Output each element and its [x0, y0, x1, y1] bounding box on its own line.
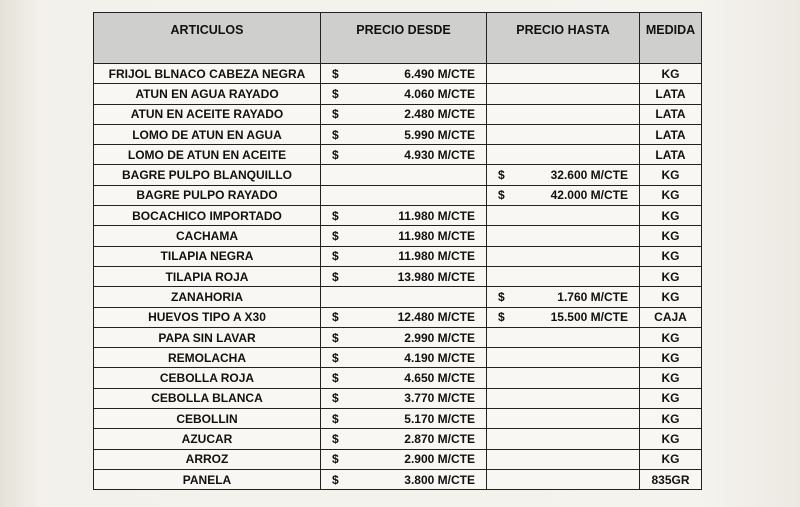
cell-medida: KG: [640, 246, 702, 266]
price-amount: 4.060 M/CTE: [404, 86, 475, 101]
currency-symbol: $: [332, 147, 339, 162]
table-row: [94, 287, 702, 307]
cell-precio-hasta: [487, 124, 640, 144]
cell-precio-hasta: [487, 388, 640, 408]
table-row: [94, 348, 702, 368]
price-amount: 13.980 M/CTE: [397, 269, 475, 284]
cell-precio-hasta: [487, 307, 640, 327]
cell-articulo: ARROZ: [94, 449, 321, 469]
price-amount: 2.990 M/CTE: [404, 330, 475, 345]
table-row: [94, 145, 702, 165]
cell-articulo: CEBOLLA ROJA: [94, 368, 321, 388]
cell-medida: KG: [640, 429, 702, 449]
table-row: [94, 368, 702, 388]
cell-medida: KG: [640, 165, 702, 185]
cell-medida: CAJA: [640, 307, 702, 327]
cell-medida: KG: [640, 226, 702, 246]
cell-medida: KG: [640, 368, 702, 388]
price-amount: 4.650 M/CTE: [404, 371, 475, 386]
cell-precio-hasta: [487, 266, 640, 286]
cell-precio-hasta: [487, 145, 640, 165]
table-row: [94, 246, 702, 266]
table-row: [94, 206, 702, 226]
table-row: [94, 84, 702, 104]
table-body: [94, 64, 702, 490]
currency-symbol: $: [332, 269, 339, 284]
currency-symbol: $: [332, 431, 339, 446]
price-amount: 2.480 M/CTE: [404, 107, 475, 122]
cell-precio-desde: [321, 368, 487, 388]
cell-precio-hasta: [487, 84, 640, 104]
cell-precio-hasta: [487, 165, 640, 185]
table-row: [94, 469, 702, 489]
cell-medida: LATA: [640, 145, 702, 165]
cell-precio-desde: [321, 145, 487, 165]
price-amount: 3.800 M/CTE: [404, 472, 475, 487]
table-row: [94, 307, 702, 327]
cell-precio-desde: [321, 64, 487, 84]
cell-precio-hasta: [487, 368, 640, 388]
price-amount: 6.490 M/CTE: [404, 66, 475, 81]
currency-symbol: $: [332, 330, 339, 345]
currency-symbol: $: [332, 249, 339, 264]
table-row: [94, 429, 702, 449]
header-precio-hasta: PRECIO HASTA: [487, 13, 640, 64]
cell-medida: KG: [640, 449, 702, 469]
price-table: [93, 12, 702, 490]
cell-precio-desde: [321, 206, 487, 226]
cell-articulo: BAGRE PULPO BLANQUILLO: [94, 165, 321, 185]
price-amount: 15.500 M/CTE: [550, 310, 628, 325]
cell-precio-desde: [321, 84, 487, 104]
cell-medida: KG: [640, 327, 702, 347]
cell-precio-desde: [321, 409, 487, 429]
table-row: [94, 226, 702, 246]
currency-symbol: $: [332, 229, 339, 244]
cell-precio-desde: [321, 429, 487, 449]
cell-articulo: TILAPIA ROJA: [94, 266, 321, 286]
cell-precio-desde: [321, 124, 487, 144]
currency-symbol: $: [498, 168, 505, 183]
currency-symbol: $: [332, 350, 339, 365]
currency-symbol: $: [332, 472, 339, 487]
table-row: [94, 327, 702, 347]
cell-articulo: HUEVOS TIPO A X30: [94, 307, 321, 327]
cell-precio-desde: [321, 185, 487, 205]
table-row: [94, 124, 702, 144]
cell-precio-hasta: [487, 409, 640, 429]
cell-precio-hasta: [487, 469, 640, 489]
cell-precio-hasta: [487, 206, 640, 226]
table-row: [94, 104, 702, 124]
price-amount: 1.760 M/CTE: [557, 289, 628, 304]
cell-articulo: ZANAHORIA: [94, 287, 321, 307]
cell-precio-desde: [321, 469, 487, 489]
cell-medida: LATA: [640, 124, 702, 144]
currency-symbol: $: [498, 310, 505, 325]
cell-precio-hasta: [487, 287, 640, 307]
table-row: [94, 266, 702, 286]
cell-articulo: ATUN EN AGUA RAYADO: [94, 84, 321, 104]
header-medida: MEDIDA: [640, 13, 702, 64]
cell-articulo: LOMO DE ATUN EN ACEITE: [94, 145, 321, 165]
cell-articulo: CACHAMA: [94, 226, 321, 246]
cell-articulo: REMOLACHA: [94, 348, 321, 368]
cell-precio-desde: [321, 327, 487, 347]
cell-precio-desde: [321, 246, 487, 266]
table-row: [94, 409, 702, 429]
cell-medida: KG: [640, 409, 702, 429]
cell-medida: LATA: [640, 104, 702, 124]
cell-precio-desde: [321, 348, 487, 368]
cell-articulo: BAGRE PULPO RAYADO: [94, 185, 321, 205]
currency-symbol: $: [332, 208, 339, 223]
cell-articulo: AZUCAR: [94, 429, 321, 449]
price-amount: 3.770 M/CTE: [404, 391, 475, 406]
cell-articulo: TILAPIA NEGRA: [94, 246, 321, 266]
price-amount: 12.480 M/CTE: [397, 310, 475, 325]
currency-symbol: $: [332, 107, 339, 122]
cell-medida: KG: [640, 266, 702, 286]
cell-medida: 835GR: [640, 469, 702, 489]
cell-precio-hasta: [487, 64, 640, 84]
cell-precio-desde: [321, 307, 487, 327]
table-row: [94, 388, 702, 408]
cell-precio-desde: [321, 266, 487, 286]
table-header: [94, 13, 702, 64]
price-amount: 32.600 M/CTE: [550, 168, 628, 183]
cell-precio-hasta: [487, 449, 640, 469]
cell-precio-desde: [321, 388, 487, 408]
currency-symbol: $: [332, 127, 339, 142]
price-amount: 5.170 M/CTE: [404, 411, 475, 426]
currency-symbol: $: [332, 310, 339, 325]
cell-precio-hasta: [487, 226, 640, 246]
cell-precio-hasta: [487, 185, 640, 205]
cell-precio-hasta: [487, 327, 640, 347]
cell-medida: KG: [640, 64, 702, 84]
price-amount: 42.000 M/CTE: [550, 188, 628, 203]
currency-symbol: $: [332, 452, 339, 467]
table-row: [94, 185, 702, 205]
cell-articulo: PANELA: [94, 469, 321, 489]
cell-precio-hasta: [487, 348, 640, 368]
cell-medida: KG: [640, 185, 702, 205]
cell-articulo: CEBOLLIN: [94, 409, 321, 429]
cell-medida: KG: [640, 287, 702, 307]
price-amount: 11.980 M/CTE: [398, 208, 475, 223]
cell-articulo: LOMO DE ATUN EN AGUA: [94, 124, 321, 144]
currency-symbol: $: [332, 391, 339, 406]
cell-precio-desde: [321, 226, 487, 246]
table-row: [94, 449, 702, 469]
cell-precio-desde: [321, 287, 487, 307]
price-amount: 2.870 M/CTE: [404, 431, 475, 446]
header-articulos: ARTICULOS: [94, 13, 321, 64]
cell-precio-desde: [321, 449, 487, 469]
price-amount: 2.900 M/CTE: [404, 452, 475, 467]
cell-articulo: PAPA SIN LAVAR: [94, 327, 321, 347]
price-amount: 11.980 M/CTE: [398, 229, 475, 244]
cell-articulo: FRIJOL BLNACO CABEZA NEGRA: [94, 64, 321, 84]
cell-medida: KG: [640, 206, 702, 226]
cell-precio-hasta: [487, 429, 640, 449]
currency-symbol: $: [332, 411, 339, 426]
price-amount: 4.190 M/CTE: [404, 350, 475, 365]
price-amount: 11.980 M/CTE: [398, 249, 475, 264]
currency-symbol: $: [332, 86, 339, 101]
cell-precio-desde: [321, 104, 487, 124]
price-amount: 4.930 M/CTE: [404, 147, 475, 162]
currency-symbol: $: [332, 371, 339, 386]
table-row: [94, 64, 702, 84]
table-row: [94, 165, 702, 185]
currency-symbol: $: [498, 188, 505, 203]
cell-articulo: ATUN EN ACEITE RAYADO: [94, 104, 321, 124]
price-amount: 5.990 M/CTE: [404, 127, 475, 142]
cell-medida: LATA: [640, 84, 702, 104]
cell-articulo: BOCACHICO IMPORTADO: [94, 206, 321, 226]
currency-symbol: $: [498, 289, 505, 304]
header-row: [94, 13, 702, 64]
cell-precio-desde: [321, 165, 487, 185]
cell-precio-hasta: [487, 246, 640, 266]
header-precio-desde: PRECIO DESDE: [321, 13, 487, 64]
cell-precio-hasta: [487, 104, 640, 124]
cell-medida: KG: [640, 348, 702, 368]
currency-symbol: $: [332, 66, 339, 81]
cell-articulo: CEBOLLA BLANCA: [94, 388, 321, 408]
cell-medida: KG: [640, 388, 702, 408]
